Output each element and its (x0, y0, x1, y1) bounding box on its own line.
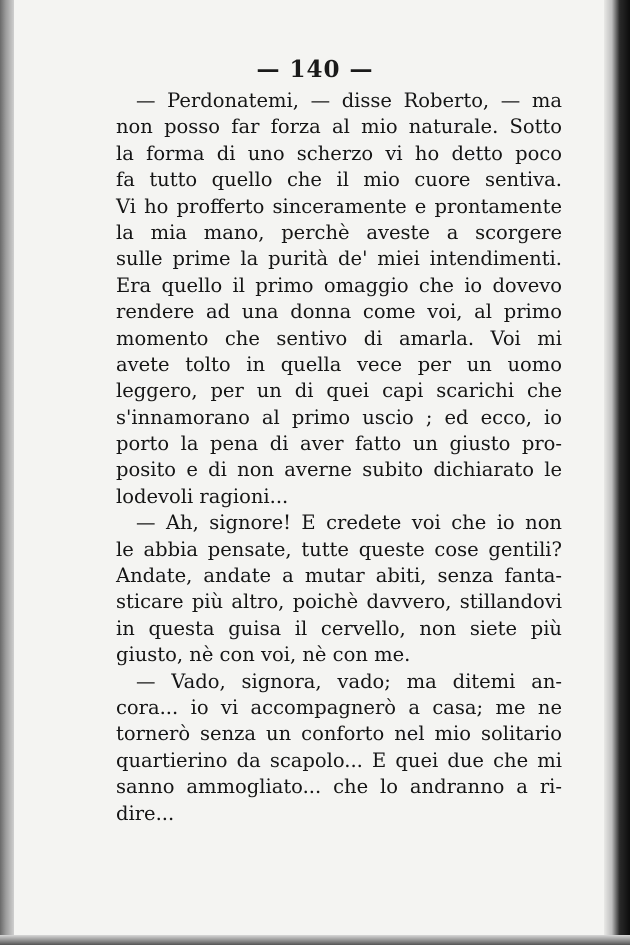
page-edge-shadow (604, 0, 630, 945)
page-number: — 140 — (256, 56, 374, 83)
text-line: posito e di non averne subito dichiarato le (116, 458, 562, 482)
text-line: — Ah, signore! E credete voi che io non (136, 511, 562, 535)
text-line: le abbia pensate, tutte queste cose gentili? (116, 537, 562, 561)
body-text (116, 88, 562, 827)
text-line: tornerò senza un conforto nel mio solitario (116, 722, 562, 746)
text-line: lodevoli ragioni... (116, 484, 289, 508)
text-line: — Vado, signora, vado; ma ditemi an- (136, 669, 562, 693)
text-line: avete tolto in quella vece per un uomo (116, 352, 562, 376)
text-line: leggero, per un di quei capi scarichi che (116, 379, 562, 403)
paragraph (116, 669, 562, 827)
text-line: Andate, andate a mutar abiti, senza fanta- (116, 564, 562, 588)
text-line: — Perdonatemi, — disse Roberto, — ma (136, 89, 562, 112)
text-line: fa tutto quello che il mio cuore sentiva. (116, 168, 562, 192)
text-line: la forma di uno scherzo vi ho detto poco (116, 141, 562, 165)
paragraph (116, 510, 562, 668)
text-line: non posso far forza al mio naturale. Sotto (116, 115, 562, 139)
text-line: sanno ammogliato... che lo andranno a ri- (116, 775, 562, 799)
text-line: la mia mano, perchè aveste a scorgere (116, 220, 562, 244)
text-line: Vi ho profferto sinceramente e prontamente (116, 194, 562, 218)
text-line: s'innamorano al primo uscio ; ed ecco, io (116, 405, 562, 429)
text-line: giusto, nè con voi, nè con me. (116, 643, 411, 667)
text-line: cora... io vi accompagnerò a casa; me ne (116, 695, 562, 719)
text-line: sulle prime la purità de' miei intendimenti. (116, 247, 562, 271)
text-line: dire... (116, 801, 175, 825)
text-line: rendere ad una donna come voi, al primo (116, 300, 562, 324)
text-line: porto la pena di aver fatto un giusto pro- (116, 432, 562, 456)
text-line: in questa guisa il cervello, non siete più (116, 616, 562, 640)
text-line: Era quello il primo omaggio che io dovevo (116, 273, 562, 297)
text-line: quartierino da scapolo... E quei due che mi (116, 748, 562, 772)
paragraph (116, 88, 562, 510)
page-bottom-edge (0, 935, 630, 945)
text-line: momento che sentivo di amarla. Voi mi (116, 326, 562, 350)
text-line: sticare più altro, poichè davvero, stillandovi (116, 590, 562, 614)
page-binding-shadow (0, 0, 14, 945)
